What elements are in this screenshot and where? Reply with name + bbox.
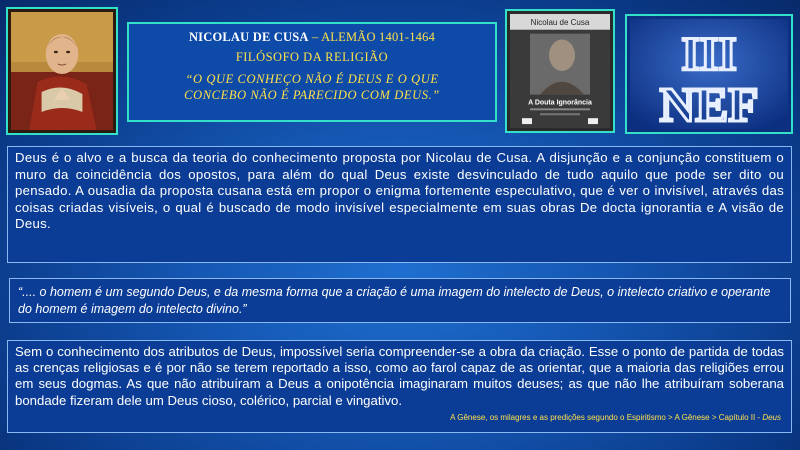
nationality-dates: ALEMÃO 1401-1464 <box>321 30 436 44</box>
portrait-painting <box>11 12 113 130</box>
logo-top-text: III <box>681 29 737 82</box>
philosopher-role: FILÓSOFO DA RELIGIÃO <box>235 50 389 64</box>
source-citation <box>450 410 781 426</box>
nef-logo <box>625 14 793 134</box>
header-quote-line-2: CONCEBO NÃO É PARECIDO COM DEUS.” <box>184 88 440 102</box>
source-citation-text: A Gênese, os milagres e as predições segundo o Espiritismo > A Gênese > Capítulo II - <box>450 412 763 422</box>
book-cover <box>510 14 610 128</box>
philosopher-name-line <box>129 30 495 45</box>
name-separator: – <box>308 30 322 44</box>
philosopher-quote: “.... o homem é um segundo Deus, e da mesma forma que a criação é uma imagem do intelecto de Deus, o intelecto criativo e operante do homem é imagem do intelecto divino.” <box>9 278 791 323</box>
book-cover-image <box>505 9 615 133</box>
portrait-image <box>6 7 118 135</box>
genesis-paragraph-text: Sem o conhecimento dos atributos de Deus, impossível seria compreender-se a obra da criação. Esse o ponto de partida de todas as crenças religiosas e é por não se terem reportado a isso, como ao farol capaz de as orientar, que a maioria das religiões errou em seus dogmas. As que não atribuíram a Deus a onipotência imaginaram muitos deuses; as que não lhe atribuíram soberana bondade fizeram dele um Deus cioso, colérico, parcial e vingativo. <box>15 344 784 408</box>
book-title: A Douta Ignorância <box>528 99 592 107</box>
book-author: Nicolau de Cusa <box>530 17 590 27</box>
philosopher-name: NICOLAU DE CUSA <box>188 30 309 44</box>
logo-bottom-text: NEF <box>659 77 759 129</box>
title-box <box>127 22 497 122</box>
header-quote <box>129 71 495 103</box>
source-citation-emphasis: Deus <box>762 412 781 422</box>
intro-paragraph: Deus é o alvo e a busca da teoria do conhecimento proposta por Nicolau de Cusa. A disjunção e a conjunção constituem o muro da coincidência dos opostos, para além do qual Deus existe desvinculado de tudo aquilo que pode ser dito ou pensado. A ousadia da proposta cusana está em propor o enigma fortemente especulativo, que é ver o invisível, através das coisas criadas visíveis, o qual é buscado de modo invisível especialmente em suas obras De docta ignorantia e A visão de Deus. <box>7 146 792 263</box>
header-quote-line-1: “O QUE CONHEÇO NÃO É DEUS E O QUE <box>185 72 439 86</box>
genesis-paragraph <box>7 340 792 433</box>
nef-logo-icon <box>630 19 788 129</box>
